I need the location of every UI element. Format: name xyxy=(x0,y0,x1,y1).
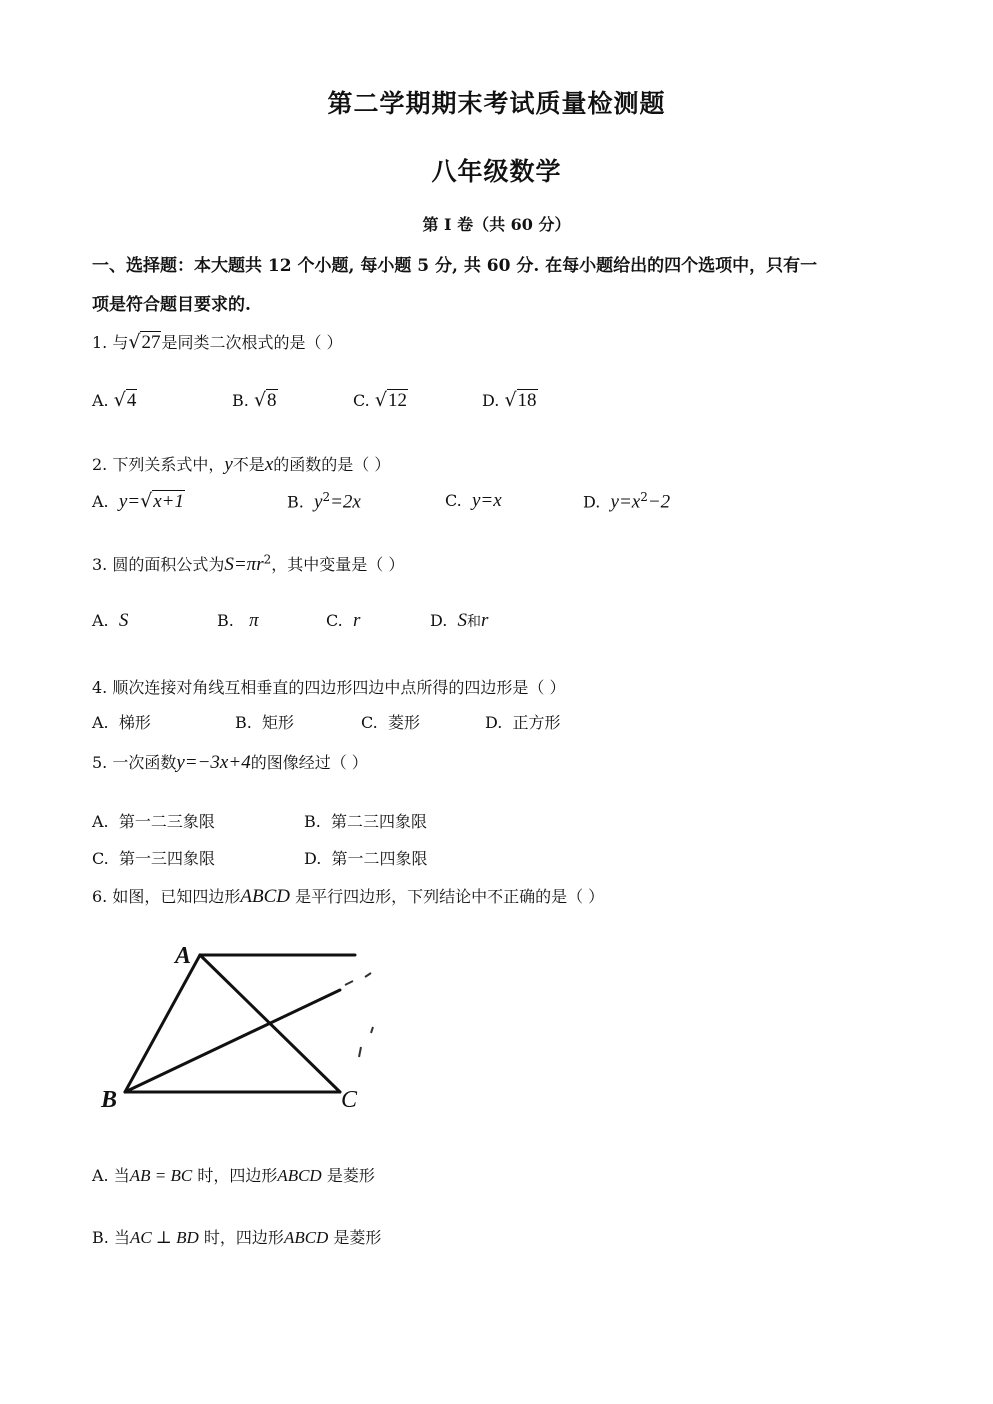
question-1 xyxy=(92,330,343,354)
segment-ab xyxy=(125,955,200,1092)
parallelogram-figure xyxy=(95,935,395,1115)
q3-option-a[interactable]: A. S xyxy=(92,610,129,631)
q2-option-a[interactable]: A. y=√x+1 xyxy=(92,490,184,512)
q1-option-c[interactable]: C. √12 xyxy=(353,389,407,411)
diagonal-bd xyxy=(125,990,340,1092)
question-4: 4. 顺次连接对角线互相垂直的四边形四边中点所得的四边形是（ ） xyxy=(92,678,566,697)
q2-option-b[interactable]: B. $y^2=2x$ xyxy=(287,490,361,513)
question-2: 2. 下列关系式中，y不是x的函数的是（ ） xyxy=(92,454,391,475)
vertex-label-b: B xyxy=(101,1087,118,1113)
q1-suffix: 是同类二次根式的是（ ） xyxy=(161,333,343,352)
q3-option-d[interactable]: D. S和r xyxy=(430,610,489,631)
question-6: 6. 如图，已知四边形ABCD 是平行四边形，下列结论中不正确的是（ ） xyxy=(92,886,605,907)
q1-option-a[interactable]: A. √4 xyxy=(92,389,137,411)
q6-option-a[interactable]: A. 当AB = BC 时，四边形ABCD 是菱形 xyxy=(92,1166,375,1185)
q4-option-d[interactable]: D. 正方形 xyxy=(485,713,561,732)
q6-option-b[interactable]: B. 当AC ⊥ BD 时，四边形ABCD 是菱形 xyxy=(92,1228,382,1247)
q2-option-d[interactable]: D. $y=x^2-2$ xyxy=(583,490,671,513)
vertex-label-a: A xyxy=(175,943,192,969)
question-5: 5. 一次函数y=−3x+4的图像经过（ ） xyxy=(92,752,368,773)
part-heading: 第 I 卷（共 60 分） xyxy=(422,215,571,234)
q5-option-b[interactable]: B. 第二三四象限 xyxy=(304,812,428,831)
q2-option-c[interactable]: C. y=x xyxy=(445,490,502,511)
q1-radical: √27 xyxy=(128,331,161,353)
vertex-label-c: C xyxy=(341,1087,358,1113)
q5-option-c[interactable]: C. 第一三四象限 xyxy=(92,849,215,868)
section-instructions-line1: 一、选择题：本大题共 12 个小题, 每小题 5 分, 共 60 分. 在每小题给出的四个选项中，只有一 xyxy=(92,256,818,276)
section-instructions-line2: 项是符合题目要求的. xyxy=(92,295,251,315)
question-3: 3. 圆的面积公式为$S=\pi r^2$，其中变量是（ ） xyxy=(92,552,405,575)
exam-title: 第二学期期末考试质量检测题 xyxy=(327,89,666,118)
q4-option-b[interactable]: B. 矩形 xyxy=(235,713,295,732)
q1-option-d[interactable]: D. √18 xyxy=(482,389,537,411)
q1-prefix: 1. 与 xyxy=(92,333,129,352)
q5-option-d[interactable]: D. 第一二四象限 xyxy=(304,849,428,868)
q4-option-a[interactable]: A. 梯形 xyxy=(92,713,151,732)
q3-option-b[interactable]: B. π xyxy=(217,610,259,631)
q5-option-a[interactable]: A. 第一二三象限 xyxy=(92,812,215,831)
q3-option-c[interactable]: C. r xyxy=(326,610,361,631)
q1-option-b[interactable]: B. √8 xyxy=(232,389,277,411)
exam-subtitle: 八年级数学 xyxy=(431,157,562,186)
q4-option-c[interactable]: C. 菱形 xyxy=(361,713,420,732)
